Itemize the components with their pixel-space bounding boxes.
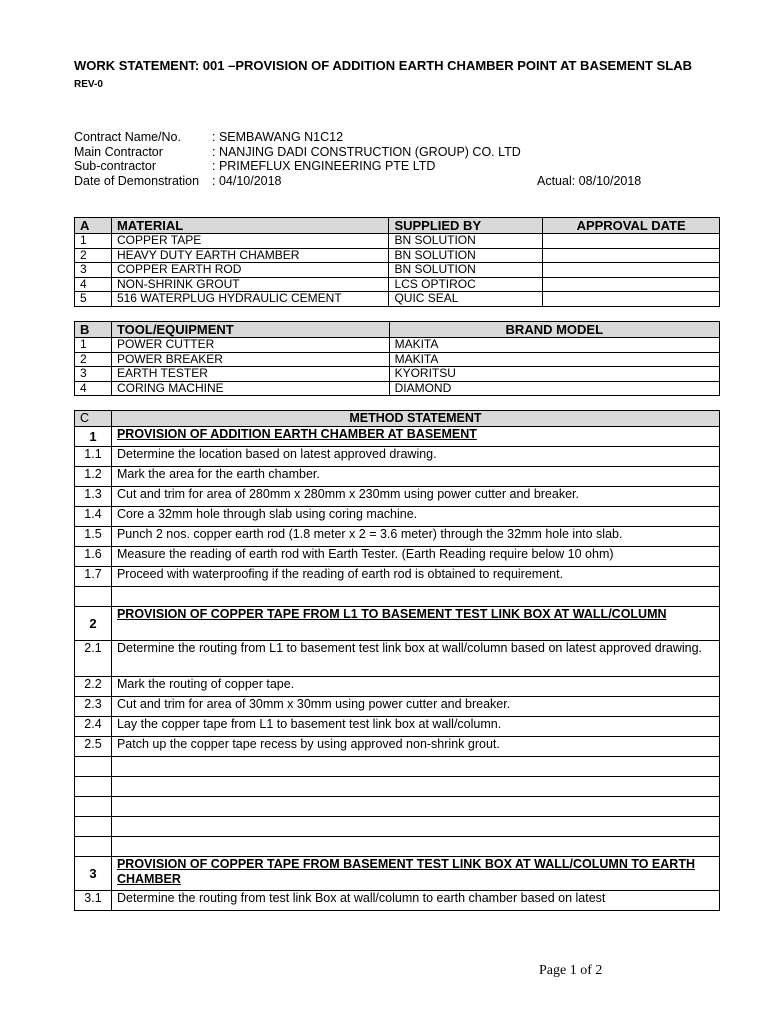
tool-header-row [75, 322, 720, 338]
cell: COPPER TAPE [111, 234, 388, 249]
section-title: PROVISION OF COPPER TAPE FROM BASEMENT TEST LINK BOX AT WALL/COLUMN TO EARTH CHAMBER [111, 857, 719, 891]
sub-contractor-value: : PRIMEFLUX ENGINEERING PTE LTD [212, 159, 436, 173]
table-row [75, 677, 720, 697]
cell [543, 263, 720, 278]
table-row [75, 737, 720, 757]
table-row [75, 292, 720, 307]
table-row [75, 352, 720, 367]
table-row [75, 277, 720, 292]
cell: 516 WATERPLUG HYDRAULIC CEMENT [111, 292, 388, 307]
empty-row [75, 817, 720, 837]
contract-info [74, 130, 714, 188]
material-table [74, 217, 720, 307]
cell: QUIC SEAL [389, 292, 543, 307]
step-number: 1.5 [75, 527, 112, 547]
title-text: WORK STATEMENT: 001 –PROVISION OF ADDITION EARTH CHAMBER POINT AT BASEMENT SLAB [74, 58, 693, 73]
cell: POWER CUTTER [111, 338, 389, 353]
table-row [75, 447, 720, 467]
date-label: Date of Demonstration [74, 173, 200, 188]
step-number: 2.2 [75, 677, 112, 697]
date-row [74, 174, 714, 189]
cell: 5 [75, 292, 112, 307]
header-cell: TOOL/EQUIPMENT [111, 322, 389, 338]
header-cell: BRAND MODEL [389, 322, 719, 338]
table-row [75, 891, 720, 911]
empty-row [75, 837, 720, 857]
section-title: PROVISION OF ADDITION EARTH CHAMBER AT BASEMENT [111, 427, 719, 447]
header-cell: C [75, 411, 112, 427]
step-text: Determine the routing from L1 to basement test link box at wall/column based on latest approved drawing. [111, 641, 719, 677]
main-contractor-label: Main Contractor [74, 144, 163, 159]
table-row [75, 248, 720, 263]
table-row [75, 507, 720, 527]
section-number: 3 [75, 857, 112, 891]
cell: 3 [75, 263, 112, 278]
cell: HEAVY DUTY EARTH CHAMBER [111, 248, 388, 263]
method-statement-table [74, 410, 720, 911]
empty-row [75, 797, 720, 817]
table-row [75, 234, 720, 249]
table-row [75, 717, 720, 737]
contract-label: Contract Name/No. [74, 130, 181, 144]
header-cell: A [75, 218, 112, 234]
section-number: 2 [75, 607, 112, 641]
section-row [75, 857, 720, 891]
step-text: Determine the location based on latest approved drawing. [111, 447, 719, 467]
cell: 2 [75, 352, 112, 367]
cell: LCS OPTIROC [389, 277, 543, 292]
contract-value: : SEMBAWANG N1C12 [212, 130, 344, 144]
step-number: 1.4 [75, 507, 112, 527]
section-row [75, 427, 720, 447]
step-text: Cut and trim for area of 30mm x 30mm using power cutter and breaker. [111, 697, 719, 717]
header-cell: B [75, 322, 112, 338]
document-title [74, 57, 714, 93]
main-contractor-value: : NANJING DADI CONSTRUCTION (GROUP) CO. LTD [212, 144, 521, 159]
cell: 2 [75, 248, 112, 263]
step-number: 1.3 [75, 487, 112, 507]
header-cell: SUPPLIED BY [389, 218, 543, 234]
material-header-row [75, 218, 720, 234]
sub-contractor-label: Sub-contractor [74, 159, 156, 173]
step-text: Measure the reading of earth rod with Earth Tester. (Earth Reading require below 10 ohm) [111, 547, 719, 567]
cell: 1 [75, 338, 112, 353]
cell: 3 [75, 367, 112, 382]
actual-date: Actual: 08/10/2018 [537, 173, 642, 188]
step-text: Mark the routing of copper tape. [111, 677, 719, 697]
cell: MAKITA [389, 352, 719, 367]
header-cell: APPROVAL DATE [543, 218, 720, 234]
table-row [75, 381, 720, 396]
step-number: 1.1 [75, 447, 112, 467]
header-cell: MATERIAL [111, 218, 388, 234]
table-row [75, 487, 720, 507]
table-row [75, 527, 720, 547]
header-cell: METHOD STATEMENT [111, 411, 719, 427]
cell: EARTH TESTER [111, 367, 389, 382]
table-row [75, 567, 720, 587]
table-row [75, 338, 720, 353]
step-number: 1.7 [75, 567, 112, 587]
contract-row [74, 130, 714, 145]
cell: POWER BREAKER [111, 352, 389, 367]
cell [543, 248, 720, 263]
step-number: 2.5 [75, 737, 112, 757]
method-header-row [75, 411, 720, 427]
step-number: 2.1 [75, 641, 112, 677]
empty-row [75, 587, 720, 607]
cell: BN SOLUTION [389, 248, 543, 263]
cell: 4 [75, 277, 112, 292]
step-text: Proceed with waterproofing if the reading of earth rod is obtained to requirement. [111, 567, 719, 587]
page-footer: Page 1 of 2 [539, 963, 603, 978]
step-text: Cut and trim for area of 280mm x 280mm x 230mm using power cutter and breaker. [111, 487, 719, 507]
cell: MAKITA [389, 338, 719, 353]
empty-row [75, 777, 720, 797]
empty-row [75, 757, 720, 777]
main-contractor-row [74, 145, 714, 160]
step-text: Patch up the copper tape recess by using approved non-shrink grout. [111, 737, 719, 757]
cell [543, 292, 720, 307]
table-row [75, 467, 720, 487]
section-title: PROVISION OF COPPER TAPE FROM L1 TO BASEMENT TEST LINK BOX AT WALL/COLUMN [111, 607, 719, 641]
revision-label: REV-0 [74, 79, 103, 90]
step-text: Lay the copper tape from L1 to basement test link box at wall/column. [111, 717, 719, 737]
cell: DIAMOND [389, 381, 719, 396]
tool-table [74, 321, 720, 396]
step-number: 1.6 [75, 547, 112, 567]
step-text: Punch 2 nos. copper earth rod (1.8 meter x 2 = 3.6 meter) through the 32mm hole into slab. [111, 527, 719, 547]
cell: 1 [75, 234, 112, 249]
step-number: 2.3 [75, 697, 112, 717]
table-row [75, 641, 720, 677]
step-number: 2.4 [75, 717, 112, 737]
cell: KYORITSU [389, 367, 719, 382]
section-number: 1 [75, 427, 112, 447]
table-row [75, 697, 720, 717]
step-text: Core a 32mm hole through slab using coring machine. [111, 507, 719, 527]
table-row [75, 367, 720, 382]
sub-contractor-row [74, 159, 714, 174]
cell: CORING MACHINE [111, 381, 389, 396]
step-number: 3.1 [75, 891, 112, 911]
cell: COPPER EARTH ROD [111, 263, 388, 278]
table-row [75, 547, 720, 567]
cell: 4 [75, 381, 112, 396]
table-row [75, 263, 720, 278]
step-text: Determine the routing from test link Box at wall/column to earth chamber based on latest [111, 891, 719, 911]
cell: BN SOLUTION [389, 263, 543, 278]
date-value: : 04/10/2018 [212, 173, 282, 188]
section-row [75, 607, 720, 641]
cell [543, 277, 720, 292]
cell: NON-SHRINK GROUT [111, 277, 388, 292]
step-number: 1.2 [75, 467, 112, 487]
cell: BN SOLUTION [389, 234, 543, 249]
cell [543, 234, 720, 249]
step-text: Mark the area for the earth chamber. [111, 467, 719, 487]
